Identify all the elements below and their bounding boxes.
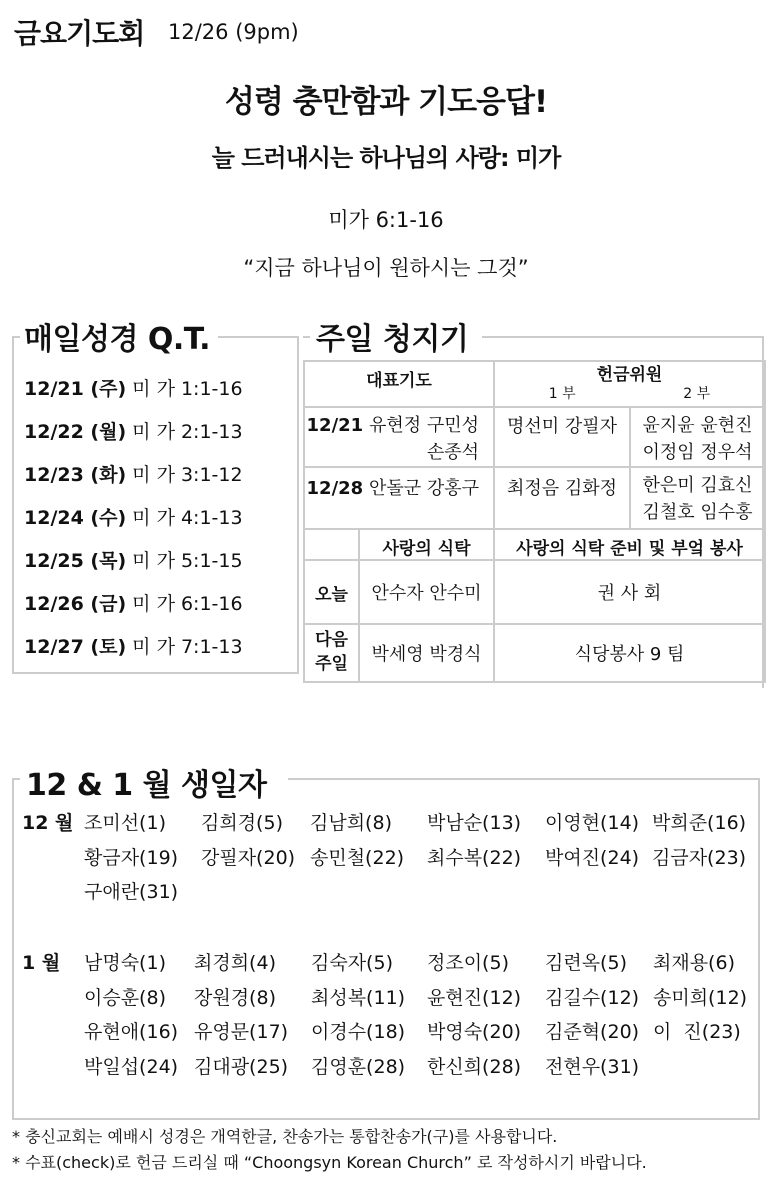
offering-1st: 최정음 김화정 — [494, 467, 630, 529]
birthday-entry: 구애란(31) — [84, 881, 179, 903]
prayer-names: 안돌군 강홍구 — [368, 478, 479, 499]
birthday-entry: 강필자(20) — [201, 846, 296, 869]
birthday-entry: 장원경(8) — [194, 986, 276, 1009]
next-label-line1: 다음 — [315, 630, 348, 651]
birthday-entry: 유영문(17) — [194, 1021, 289, 1043]
qt-date: 12/27 (토) — [24, 636, 127, 658]
table-row — [304, 467, 494, 529]
birthday-entry: 김숙자(5) — [311, 952, 393, 974]
qt-date: 12/25 (목) — [24, 550, 127, 572]
birthday-entry: 김금자(23) — [652, 846, 747, 869]
qt-passage: 미 가 5:1-15 — [132, 550, 243, 572]
qt-date: 12/26 (금) — [24, 593, 127, 615]
qt-row — [24, 589, 243, 616]
birthday-entry: 김준혁(20) — [545, 1021, 640, 1043]
birthday-entry: 최수복(22) — [427, 846, 522, 869]
blank-cell — [304, 529, 359, 560]
qt-passage: 미 가 6:1-16 — [132, 593, 243, 615]
qt-row — [24, 632, 243, 659]
qt-date: 12/23 (화) — [24, 464, 127, 486]
qt-row — [24, 460, 243, 487]
sunday-title: 주일 청지기 — [310, 314, 482, 358]
today-meal: 안수자 안수미 — [359, 560, 494, 624]
birthday-entry: 윤현진(12) — [427, 986, 522, 1009]
kitchen-header: 사랑의 식탁 준비 및 부엌 봉사 — [494, 529, 765, 560]
scripture-passage: 미가 6:1-16 — [328, 208, 444, 232]
offering-header — [494, 361, 765, 407]
qt-passage: 미 가 7:1-13 — [132, 636, 243, 658]
birthday-entry: 송민철(22) — [310, 846, 405, 869]
next-sunday-label — [304, 624, 359, 682]
birthday-entry: 박여진(24) — [545, 846, 640, 869]
offering-2nd-line1: 윤지윤 윤현진 — [642, 415, 753, 436]
service-date: 12/26 (9pm) — [168, 20, 299, 44]
birthday-entry: 이경수(18) — [311, 1021, 406, 1043]
birthday-entry: 유현애(16) — [84, 1021, 179, 1043]
birthday-entry: 전현우(31) — [545, 1055, 640, 1078]
row-date: 12/28 — [306, 478, 364, 499]
offering-2nd — [630, 467, 765, 529]
birthday-entry: 최재용(6) — [653, 952, 735, 974]
prayer-names-2: 손종석 — [426, 442, 479, 463]
theme-heading: 성령 충만함과 기도응답! — [224, 84, 548, 120]
birthday-entry: 김희경(5) — [201, 812, 283, 834]
prayer-header: 대표기도 — [304, 361, 494, 407]
footnote-bible: * 충신교회는 예배시 성경은 개역한글, 찬송가는 통합찬송가(구)를 사용합니다. — [12, 1127, 558, 1146]
prayer-names: 유현정 구민성 — [368, 415, 479, 436]
qt-passage: 미 가 4:1-13 — [132, 507, 243, 529]
offering-header-label: 헌금위원 — [596, 365, 663, 385]
next-label-line2: 주일 — [315, 654, 348, 674]
january-label: 1 월 — [22, 952, 61, 974]
offering-2nd-line2: 김철호 임수홍 — [642, 502, 753, 523]
table-row — [304, 407, 494, 467]
qt-date: 12/21 (주) — [24, 378, 127, 400]
offering-2nd-line1: 한은미 김효신 — [642, 475, 753, 496]
birthday-entry: 박남순(13) — [427, 812, 522, 834]
birthday-entry: 김남희(8) — [310, 812, 392, 834]
meal-header: 사랑의 식탁 — [359, 529, 494, 560]
birthday-entry: 김대광(25) — [194, 1055, 289, 1078]
qt-date: 12/22 (월) — [24, 421, 127, 443]
offering-2nd — [630, 407, 765, 467]
qt-date: 12/24 (수) — [24, 507, 127, 529]
birthday-entry: 박영숙(20) — [427, 1021, 522, 1043]
sermon-series: 늘 드러내시는 하나님의 사랑: 미가 — [211, 144, 561, 172]
birthday-entry: 이 진(23) — [653, 1021, 741, 1043]
sunday-table — [303, 360, 766, 683]
page-title: 금요기도회 — [14, 17, 145, 50]
birthday-entry: 황금자(19) — [84, 846, 179, 869]
december-label: 12 월 — [22, 812, 74, 834]
birthday-entry: 정조이(5) — [427, 952, 509, 974]
qt-passage: 미 가 1:1-16 — [132, 378, 243, 400]
service1-label: 1 부 — [548, 385, 576, 402]
birthday-entry: 남명숙(1) — [84, 952, 166, 974]
qt-row — [24, 546, 243, 573]
next-meal: 박세영 박경식 — [359, 624, 494, 682]
birthday-entry: 이승훈(8) — [84, 986, 166, 1009]
qt-row — [24, 503, 243, 530]
birthday-entry: 김영훈(28) — [311, 1055, 406, 1078]
birthday-entry: 김길수(12) — [545, 986, 640, 1009]
next-service: 식당봉사 9 팀 — [494, 624, 765, 682]
sermon-title: “지금 하나님이 원하시는 그것” — [243, 256, 529, 280]
birthday-entry: 이영현(14) — [545, 812, 640, 834]
offering-2nd-line2: 이정임 정우석 — [642, 442, 753, 463]
birthday-entry: 조미선(1) — [84, 812, 166, 834]
service2-label: 2 부 — [683, 385, 711, 402]
birthday-entry: 박희준(16) — [652, 812, 747, 834]
birthday-entry: 한신희(28) — [427, 1055, 522, 1078]
footnote-check: * 수표(check)로 헌금 드리실 때 “Choongsyn Korean Church” 로 작성하시기 바랍니다. — [12, 1153, 647, 1172]
today-label: 오늘 — [304, 560, 359, 624]
today-service: 권 사 회 — [494, 560, 765, 624]
offering-1st: 명선미 강필자 — [494, 407, 630, 467]
birthday-entry: 박일섭(24) — [84, 1055, 179, 1078]
birthday-entry: 최경희(4) — [194, 952, 276, 974]
birthday-entry: 김련옥(5) — [545, 952, 627, 974]
row-date: 12/21 — [306, 415, 364, 436]
birthday-entry: 최성복(11) — [311, 986, 406, 1009]
birthday-entry: 송미희(12) — [653, 986, 748, 1009]
qt-title: 매일성경 Q.T. — [20, 314, 218, 358]
qt-passage: 미 가 3:1-12 — [132, 464, 243, 486]
birthday-title: 12 & 1 월 생일자 — [20, 760, 288, 804]
qt-row — [24, 417, 243, 444]
qt-row — [24, 374, 243, 401]
qt-passage: 미 가 2:1-13 — [132, 421, 243, 443]
